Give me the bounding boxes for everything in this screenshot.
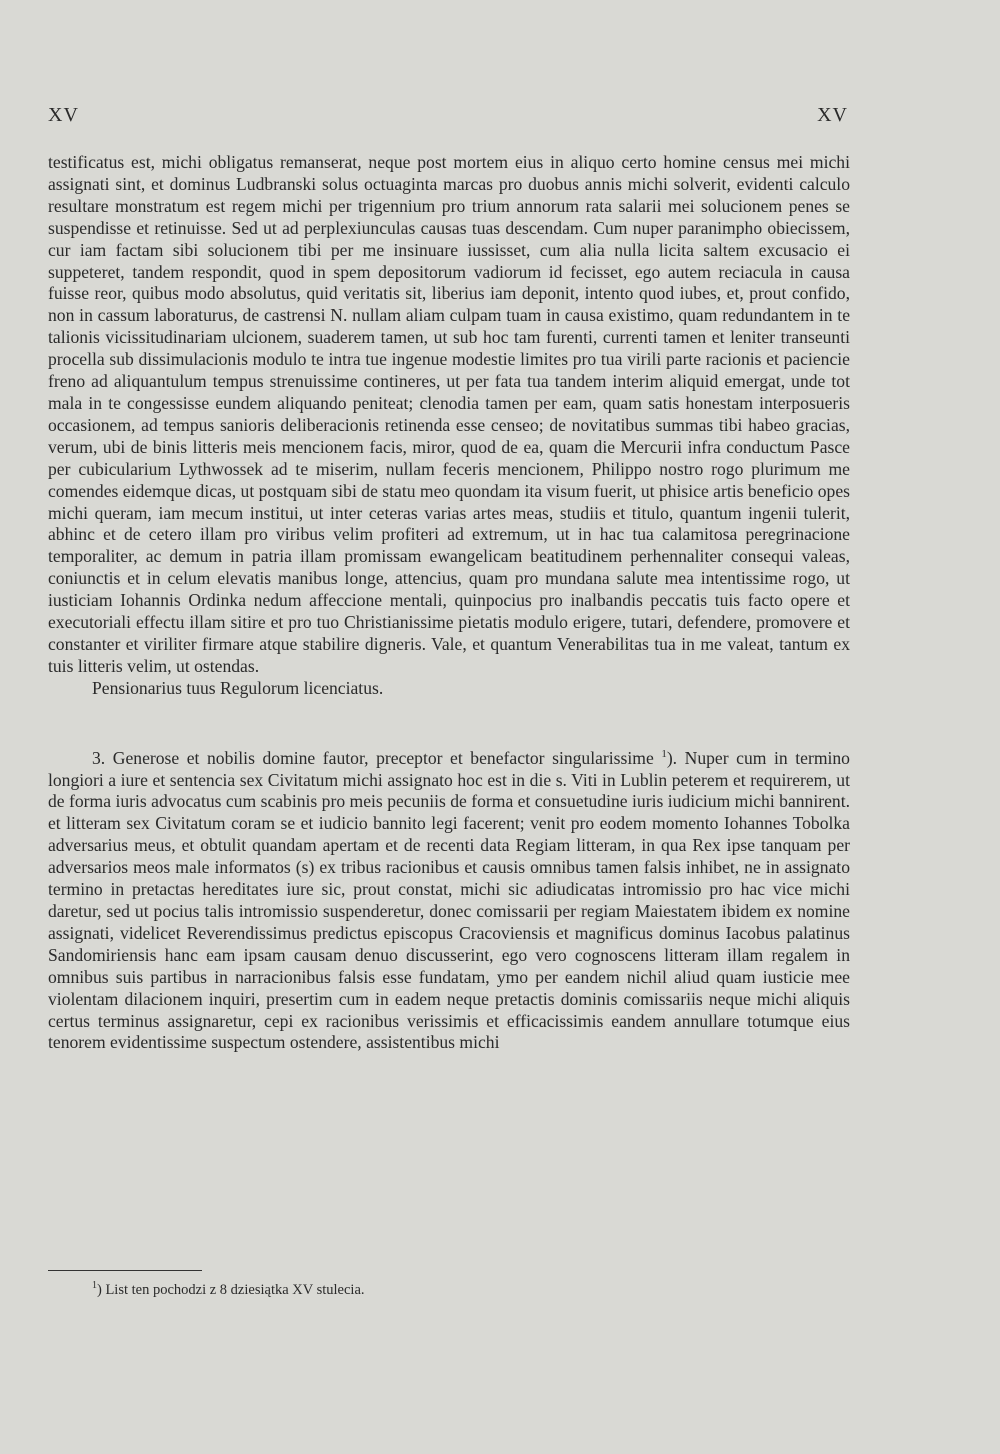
letter-paragraph-1: testificatus est, michi obligatus remanserat, neque post mortem eius in aliquo certo homine census mei michi assignati sint, et dominus Ludbranski solus octuaginta marcas pro duobus annis michi solverit, evidenti calculo resultare monstratum est regem michi per trigennium pro trium annorum rata salarii mei solucionem penes se suspendisse et retinuisse. Sed ut ad perplexiunculas causas tuas descendam. Cum nuper paranimpho obiecissem, cur iam factam sibi solucionem tibi per me insinuare iussisset, cum alia nulla licita saltem excusacio ei suppeteret, tandem respondit, quod in spem depositorum vadiorum id fecisset, ego autem reciacula in causa fuisse reor, quibus modo absolutus, quid veritatis sit, liberius iam deponit, intento quod iubes, et, prout confido, non in cassum laboraturus, de castrensi N. nullam aliam culpam tuam in causa existimo, quam redundantem in te talionis vicissitudinariam ulcionem, suaderem tamen, ut sub hoc tam furenti, currenti tamen et leniter transeunti procella sub dissimulacionis modulo te intra tue ingenue modestie limites pro tua virili parte racionis et paciencie freno ad aliquantulum tempus strenuissime contineres, ut per fata tua tandem interim aliquid emergat, unde tot mala in te congessisse eundem aliquando peniteat; clenodia tamen per eam, quam satis honestam interposueris occasionem, ad tempus sanioris deliberacionis retinenda esse censeo; de novitatibus summas tibi habeo gracias, verum, ubi de binis litteris meis mencionem facis, miror, quod de ea, quam die Mercurii infra conductum Pasce per cubicularium Lythwossek ad te miserim, nullam feceris mencionem, Philippo nostro rogo plurimum me comendes eidemque dicas, ut postquam sibi de statu meo quondam ita visum fuerit, ut phisice artis beneficio opes michi queram, iam mecum institui, ut inter ceteras varias artes meas, studiis et titulo, quantum ingenii tulerit, abhinc et de cetero illam pro viribus velim profiteri ad extremum, ut in hac tua calamitosa peregrinacione temporaliter, ac demum in patria illam promissam ewangelicam beatitudinem perhennaliter consequi valeas, coniunctis et in celum elevatis manibus longe, attencius, quam pro mundana salute mea intentissime rogo, ut iusticiam Iohannis Ordinka nedum affeccione mentali, quinpocius pro inalbandis peccatis tuis facto opere et executoriali effectu illam sitire et pro tuo Christianissime pietatis modulo erigere, tutari, defendere, promovere et constanter et viriliter firmare atque stabilire digneris. Vale, et quantum Venerabilitas tua in me valeat, tantum ex tuis litteris velim, ut ostendas.	[48, 152, 850, 676]
running-head	[48, 104, 848, 127]
running-head-right: XV	[817, 104, 848, 126]
footnote-reference[interactable]: 1	[661, 747, 667, 760]
paragraph-2-body: ). Nuper cum in termino longiori a iure et sentencia sex Civitatum michi assignato hoc est in die s. Viti in Lublin peterem et requirerem, ut de forma iuris advocatus cum scabinis pro meis pecuniis de forma et consuetudine iuris iudicium michi bannirent. et litteram sex Civitatum coram se et iudicio bannito legi facerent; venit pro eodem momento Iohannes Tobolka adversarius meus, et obtulit quandam apertam et de recenti data Regiam litteram, in qua Rex ipse tanquam per adversarios meos male informatos (s) ex tribus racionibus et causis omnibus tamen falsis inhibet, ne in assignato termino in pretactas hereditates iure sic, prout constat, michi sic adiudicatas intromissio pro hac vice michi daretur, sed ut pocius talis intromissio suspenderetur, donec comissarii per regiam Maiestatem ibidem ex nomine assignati, videlicet Reverendissimus predictus episcopus Cracoviensis et magnificus dominus Iacobus palatinus Sandomiriensis hanc eam ipsam causam denuo discusserint, ego vero cognoscens litteram illam regalem in omnibus suis partibus in narracionibus falsis esse fundatam, ymo per eandem nichil aliud quam iusticie mee violentam dilacionem inquiri, presertim cum in eadem neque pretactis dominis comissariis neque michi aliquis certus terminus assignaretur, cepi ex racionibus verissimis et efficacissimis eandem annullare totumque eius tenorem evidentissime suspectum ostendere, assistentibus michi	[48, 747, 850, 1053]
footnote-text: ) List ten pochodzi z 8 dziesiątka XV stulecia.	[97, 1282, 365, 1298]
footnote	[92, 1281, 812, 1299]
section-gap	[48, 700, 850, 748]
footnote-divider	[48, 1270, 202, 1271]
running-head-left: XV	[48, 104, 79, 126]
letter-closing: Pensionarius tuus Regulorum licenciatus.	[92, 677, 384, 698]
paragraph-2-opening: 3. Generose et nobilis domine fautor, preceptor et benefactor singularissime	[92, 747, 662, 768]
letter-paragraph-2	[48, 748, 850, 1055]
footnote-mark: 1	[92, 1280, 97, 1292]
body-text	[48, 152, 850, 1054]
